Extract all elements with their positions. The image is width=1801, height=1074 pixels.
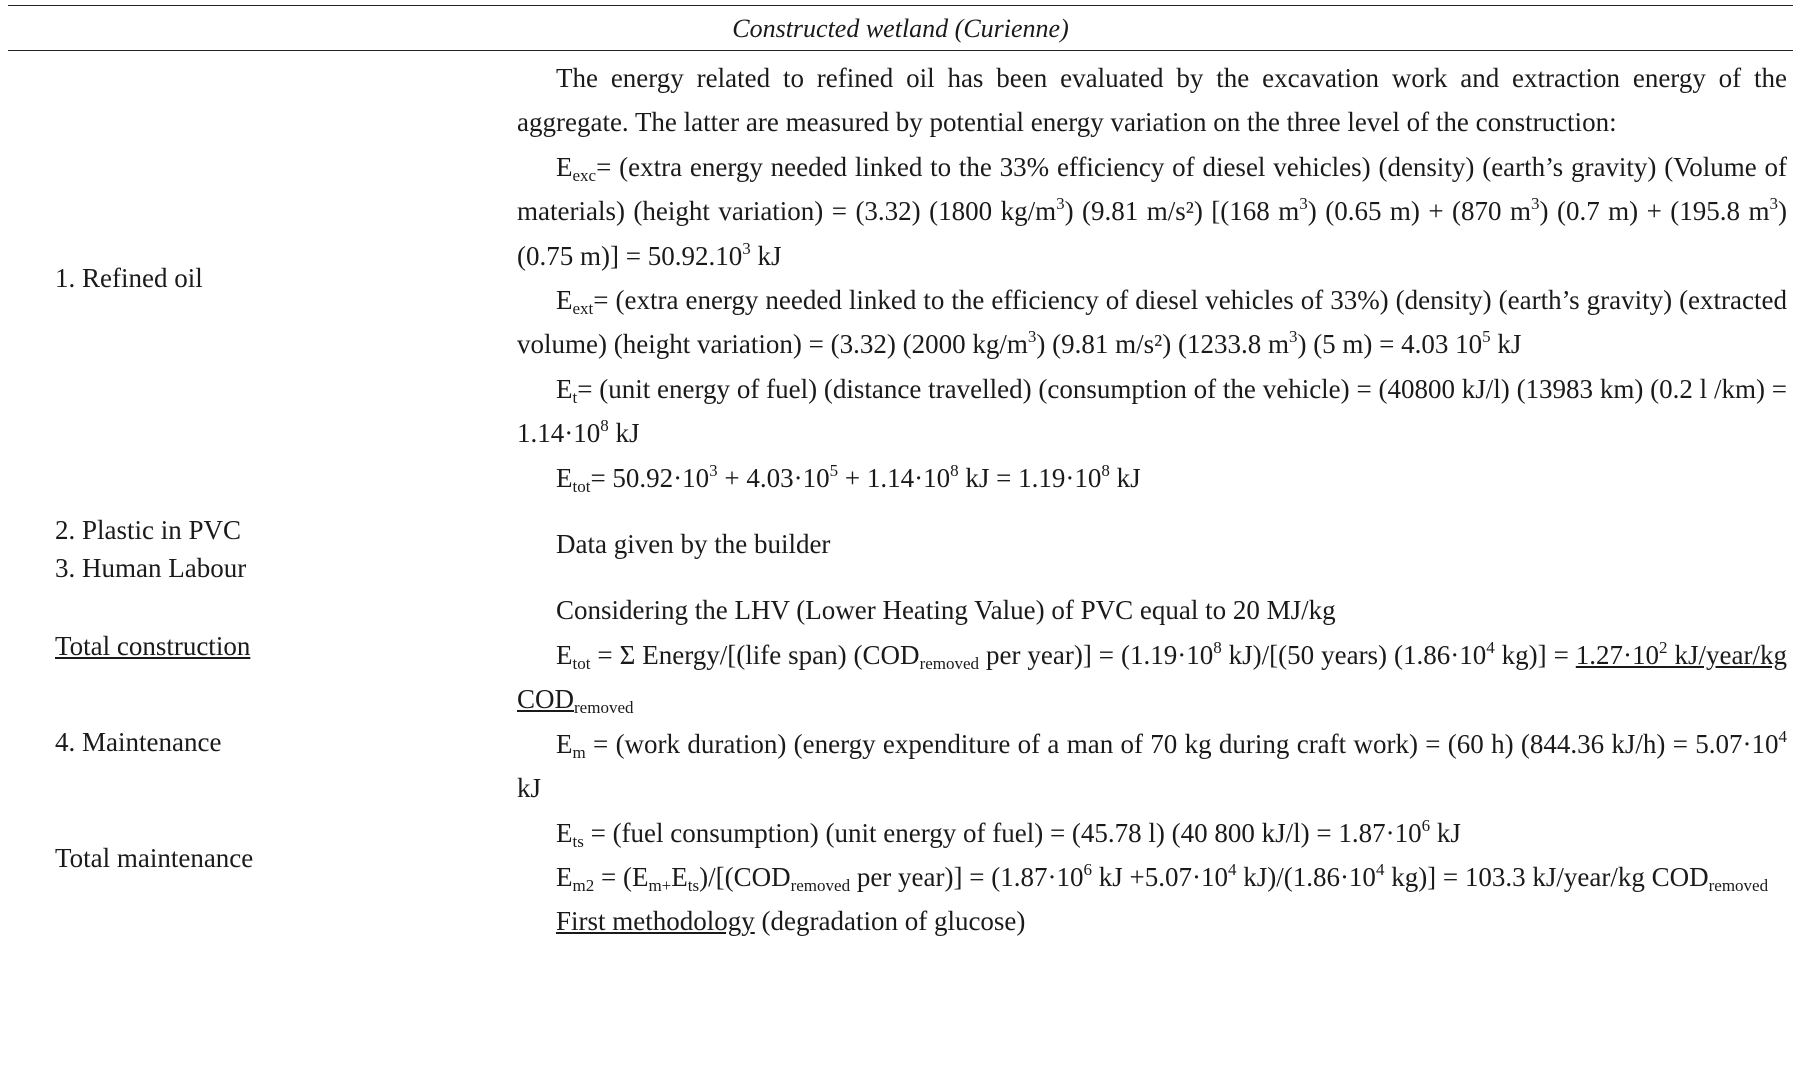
- label-total-maintenance: Total maintenance: [55, 843, 254, 873]
- header-place: Curienne: [963, 14, 1061, 43]
- header-rule: [8, 50, 1793, 51]
- header-title: Constructed wetland (: [732, 14, 964, 43]
- table-header: [8, 12, 1793, 46]
- description-column: [517, 56, 1787, 944]
- first-methodology-line: First methodology (degradation of glucose): [556, 906, 1026, 937]
- builder-note: Data given by the builder: [556, 529, 831, 560]
- top-rule: [8, 5, 1793, 6]
- label-plastic-pvc: 2. Plastic in PVC: [55, 515, 242, 545]
- eext-equation: $E_{ext}=$ (extra energy needed linked to the efficiency of diesel vehicles of 33%) (density) (earth’s gravity) (extracted volume) (height variation) = (3.32) (2000 $kg/m^3$) (9.81 m/s²) (1233.8 $m^3$) (5 m) = 4.03 $10^5$ kJ: [517, 285, 1787, 360]
- etot-equation: $E_{tot}= 50.92\cdot 10^3 + 4.03\cdot 10^5 + 1.14\cdot 10^8$ kJ = $1.19\cdot 10^8$ kJ: [556, 460, 1141, 496]
- header-title-end: ): [1060, 14, 1069, 43]
- em-equation: $E_m$ = (work duration) (energy expenditure of a man of 70 kg during craft work) = (60 h) (844.36 $kJ/h) = 5.07\cdot 10^4$ kJ: [517, 726, 1787, 804]
- label-refined-oil: 1. Refined oil: [55, 263, 203, 293]
- em2-equation: $E_{m2} = (E_{m+}E_{ts})/[(COD_{removed}$ per year)] = ($1.87\cdot 10^6$ kJ $+5.07\cdot 10^4$ $kJ)/(1.86\cdot 10^4$ kg)] = 103.3 kJ/year/kg $COD_{removed}$: [556, 859, 1769, 895]
- total-construction-result: $1.27\cdot 10^2$ kJ/year/kg $COD_{removed}$: [517, 637, 1787, 718]
- intro-paragraph: The energy related to refined oil has been evaluated by the excavation work and extraction energy of the aggregate. The latter are measured by potential energy variation on the three level of the construction:: [517, 63, 1787, 138]
- eexc-equation: $E_{exc}=$ (extra energy needed linked to the 33% efficiency of diesel vehicles) (density) (earth’s gravity) (Volume of materials) (height variation) = (3.32) (1800 $kg/m^3$) (9.81 m/s²) [(168 $m^3$) (0.65 m) + (870 $m^3$) (0.7 m) + (195.8 $m^3$) (0.75 $m)] = 50.92.10^3$ kJ: [517, 151, 1787, 271]
- etot-construction-equation: $E_{tot} = \Sigma$ Energy/[(life span) ($COD_{removed}$ per year)] = ($1.19\cdot 10^8$ kJ)/[(50 years) ($1.86\cdot 10^4$ $kg)] = 1.27\cdot 10^2$ kJ/year/kg $COD_{removed}$: [517, 637, 1787, 718]
- first-methodology-heading: First methodology: [556, 906, 755, 937]
- label-total-construction: Total construction: [55, 631, 251, 661]
- lhv-note: Considering the LHV (Lower Heating Value) of PVC equal to 20 MJ/kg: [556, 595, 1336, 626]
- label-human-labour: 3. Human Labour: [55, 553, 247, 583]
- label-maintenance: 4. Maintenance: [55, 727, 222, 757]
- et-equation: $E_t=$ (unit energy of fuel) (distance travelled) (consumption of the vehicle) = (40800 kJ/l) (13983 km) (0.2 l $/km) = 1.14\cdot 10^8$ kJ: [517, 373, 1787, 449]
- ets-equation: $E_{ts}$ = (fuel consumption) (unit energy of fuel) = (45.78 l) (40 800 $kJ/l) = 1.87\cdot 10^6$ kJ: [556, 815, 1461, 851]
